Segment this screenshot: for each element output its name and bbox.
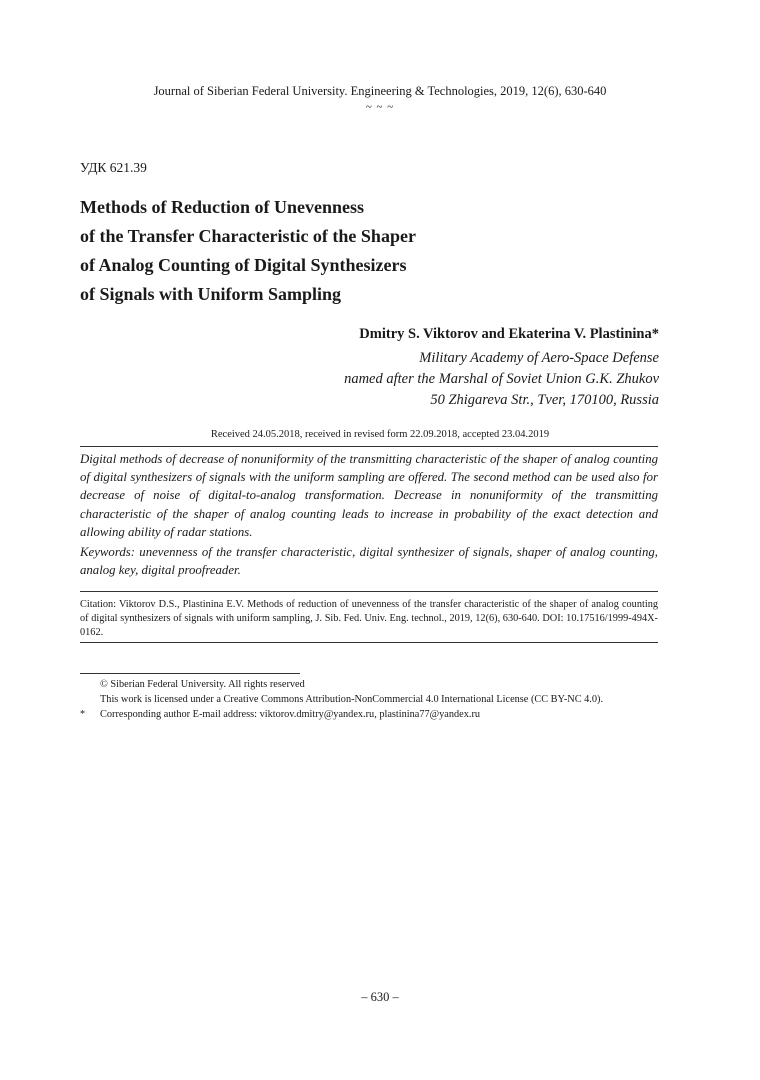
article-title <box>80 193 680 309</box>
journal-header: Journal of Siberian Federal University. Engineering & Technologies, 2019, 12(6), 630-640 <box>153 84 607 98</box>
divider-citation-bottom <box>80 642 658 643</box>
footnotes <box>80 677 680 722</box>
keywords: Keywords: unevenness of the transfer characteristic, digital synthesizer of signals, shaper of analog counting, analog key, digital proofreader. <box>80 545 658 578</box>
footnote-corresponding <box>80 707 680 722</box>
title-line: of Signals with Uniform Sampling <box>80 284 342 304</box>
footnote-license: This work is licensed under a Creative Commons Attribution-NonCommercial 4.0 International License (CC BY-NC 4.0). <box>100 694 604 705</box>
footnote-corresponding-text: Corresponding author E-mail address: viktorov.dmitry@yandex.ru, plastinina77@yandex.ru <box>100 709 481 720</box>
footnote-rule <box>80 673 300 674</box>
received-dates: Received 24.05.2018, received in revised form 22.09.2018, accepted 23.04.2019 <box>210 429 550 440</box>
affiliation <box>344 348 659 411</box>
title-line: of the Transfer Characteristic of the Shaper <box>80 226 416 246</box>
divider-citation-top <box>80 591 658 592</box>
citation: Citation: Viktorov D.S., Plastinina E.V. Methods of reduction of unevenness of the transfer characteristic of the shaper of analog counting of digital synthesizers of signals with uniform sampling, J. Sib. Fed. Univ. Eng. technol., 2019, 12(6), 630-640. DOI: 10.17516/1999-494X-0162. <box>80 599 658 638</box>
header-ornament: ~ ~ ~ <box>365 101 395 113</box>
affiliation-line: Military Academy of Aero-Space Defense <box>419 350 659 366</box>
title-line: Methods of Reduction of Unevenness <box>80 197 365 217</box>
footnote-asterisk: * <box>80 709 86 720</box>
abstract: Digital methods of decrease of nonuniformity of the transmitting characteristic of the shaper of analog counting of digital synthesizers of signals with the uniform sampling are offered. The second method can be used also for decrease of noise of digital-to-analog transformation. Decrease in nonuniformity of the transmitting characteristic of the shaper of analog counting leads to increase in probability of the exact detection and allowing ability of radar stations. <box>80 452 658 539</box>
footnote-copyright: © Siberian Federal University. All rights reserved <box>100 679 305 690</box>
affiliation-line: 50 Zhigareva Str., Tver, 170100, Russia <box>430 392 659 408</box>
udc-code: УДК 621.39 <box>80 160 147 175</box>
title-line: of Analog Counting of Digital Synthesizers <box>80 255 407 275</box>
authors: Dmitry S. Viktorov and Ekaterina V. Plastinina* <box>359 326 659 342</box>
affiliation-line: named after the Marshal of Soviet Union G.K. Zhukov <box>344 371 659 387</box>
divider-top <box>80 446 658 447</box>
page-number: – 630 – <box>361 990 399 1004</box>
